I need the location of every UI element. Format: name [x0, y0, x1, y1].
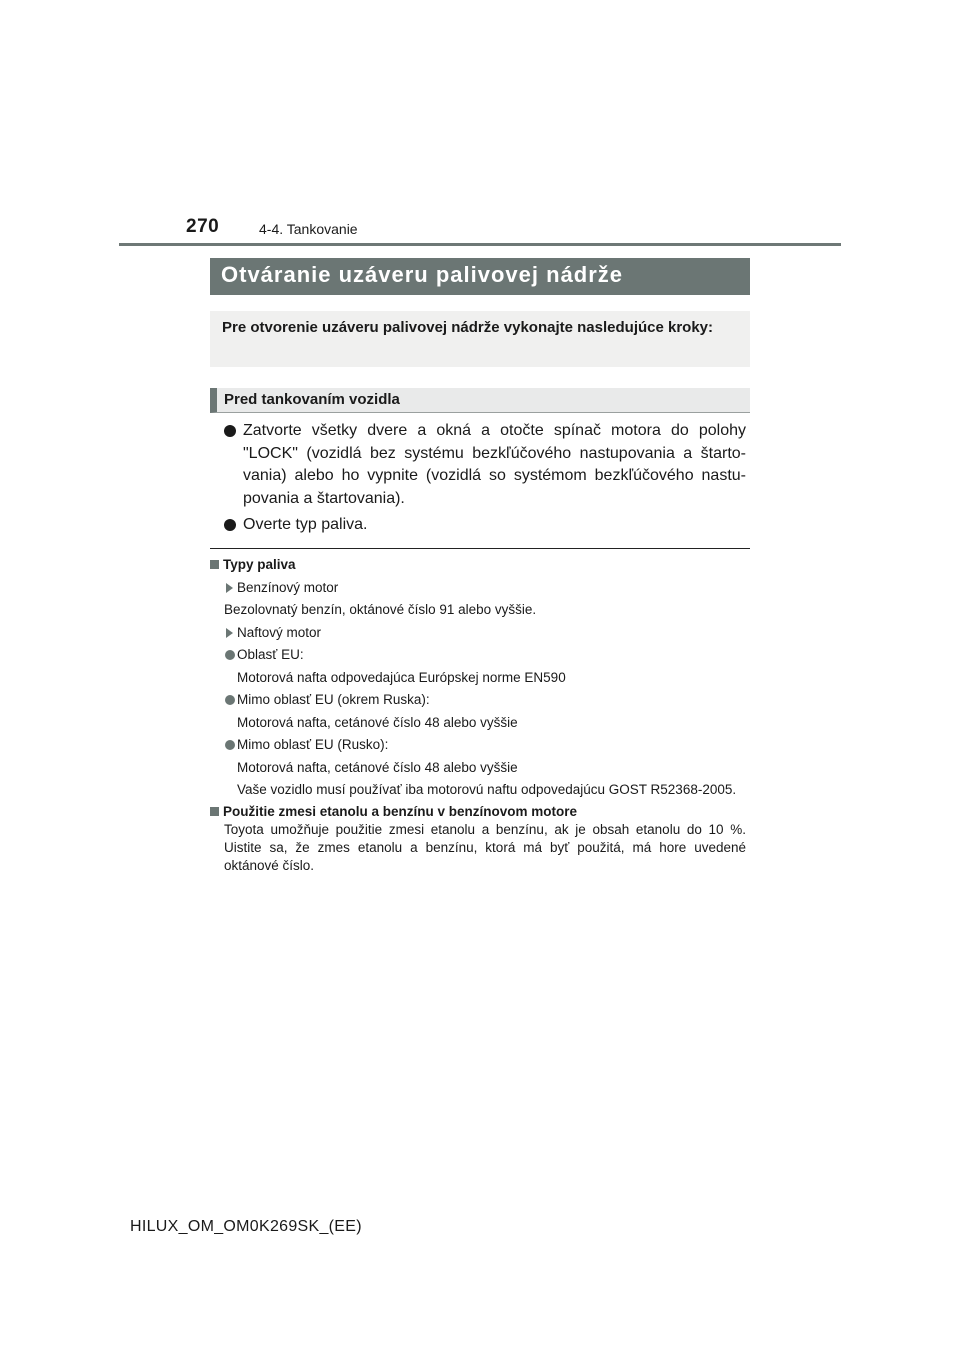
square-bullet-icon — [210, 807, 219, 816]
fuel-types-heading-text: Typy paliva — [223, 557, 296, 572]
petrol-engine-label — [210, 579, 746, 597]
eu-spec: Motorová nafta odpovedajúca Európskej norme EN590 — [237, 669, 566, 685]
list-item — [224, 514, 746, 537]
eu-region-label — [210, 646, 746, 664]
diesel-engine-label — [210, 624, 746, 642]
list-item-text: Zatvorte všetky dvere a okná a otočte spínač motora do polohy "LOCK" (vozidlá bez systému bezkľúčového nastupovania a štarto-vania) alebo ho vypnite (vozidlá so systémom bezkľúčového nastu-povania a štartovania). — [243, 422, 746, 507]
diesel-engine-text: Naftový motor — [237, 624, 322, 640]
intro-box — [210, 311, 750, 367]
triangle-bullet-icon — [226, 628, 233, 638]
petrol-engine-text: Benzínový motor — [237, 579, 339, 595]
russia-region-text: Mimo oblasť EU (Rusko): — [237, 737, 389, 752]
ethanol-text: Toyota umožňuje použitie zmesi etanolu a benzínu, ak je obsah etanolu do 10 %. Uistite sa, že zmes etanolu a benzínu, ktorá má byť použitá, má hore uvedené oktánové číslo. — [224, 822, 746, 873]
russia-spec: Motorová nafta, cetánové číslo 48 alebo vyššie — [237, 759, 518, 775]
triangle-bullet-icon — [226, 583, 233, 593]
document-footer: HILUX_OM_OM0K269SK_(EE) — [130, 1218, 362, 1235]
subsection-title: Pred tankovaním vozidla — [210, 388, 750, 413]
circle-bullet-icon — [225, 650, 235, 660]
intro-text: Pre otvorenie uzáveru palivovej nádrže vykonajte nasledujúce kroky: — [222, 319, 714, 336]
section-label: 4-4. Tankovanie — [259, 221, 358, 237]
page-number: 270 — [186, 216, 220, 237]
circle-bullet-icon — [225, 740, 235, 750]
ethanol-heading — [210, 803, 746, 821]
bullet-icon — [224, 519, 236, 531]
bullet-icon — [224, 425, 236, 437]
petrol-spec: Bezolovnatý benzín, oktánové číslo 91 alebo vyššie. — [224, 602, 537, 617]
russia-note: Vaše vozidlo musí používať iba motorovú naftu odpovedajúcu GOST R52368-2005. — [237, 782, 737, 797]
list-item-text: Overte typ paliva. — [243, 516, 368, 533]
square-bullet-icon — [210, 560, 219, 569]
bullet-list — [224, 420, 746, 537]
non-eu-region-label — [210, 691, 746, 709]
eu-region-text: Oblasť EU: — [237, 647, 304, 662]
page-title: Otváranie uzáveru palivovej nádrže — [210, 258, 750, 295]
circle-bullet-icon — [225, 695, 235, 705]
ethanol-heading-text: Použitie zmesi etanolu a benzínu v benzínovom motore — [223, 804, 578, 819]
fuel-types-heading — [210, 556, 746, 574]
notes-section — [210, 556, 746, 875]
header-rule — [119, 243, 841, 246]
list-item — [224, 420, 746, 510]
russia-region-label — [210, 736, 746, 754]
notes-divider — [210, 548, 750, 549]
non-eu-spec: Motorová nafta, cetánové číslo 48 alebo vyššie — [237, 714, 518, 730]
non-eu-region-text: Mimo oblasť EU (okrem Ruska): — [237, 692, 430, 707]
